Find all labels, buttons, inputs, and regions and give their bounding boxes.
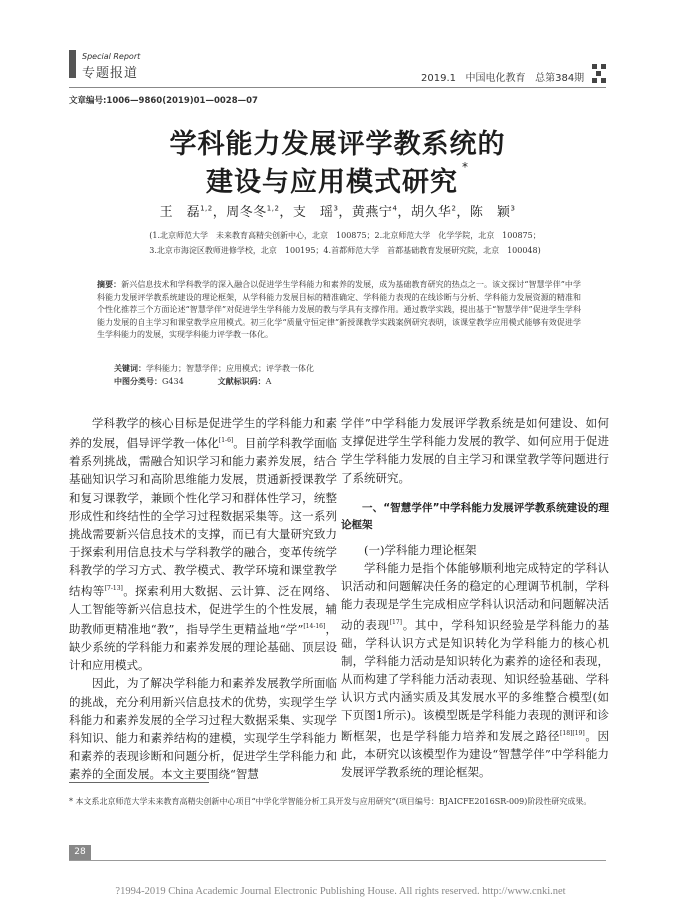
section-label-cn: 专题报道: [82, 66, 139, 81]
footnote-rule: [69, 782, 209, 783]
title-line-1: 学科能力发展评学教系统的: [169, 129, 506, 160]
author-sup: 4: [392, 204, 398, 213]
section-label-en: Special Report: [82, 52, 141, 61]
citation: [17]: [389, 618, 403, 626]
paragraph: 学伴”中学科能力发展评学教系统是如何建设、如何支撑促进学生学科能力发展的教学、如何应用于促进学生学科能力发展的自主学习和课堂教学等问题进行了系统研究。: [341, 416, 609, 485]
author: 王 磊: [159, 205, 201, 220]
author-sup: 1,2: [266, 204, 280, 213]
total-issue: 总第384期: [535, 73, 585, 84]
keywords-label: 关键词：: [114, 364, 146, 373]
doc-code-value: A: [265, 377, 272, 386]
subsection-heading: (一)学科能力理论框架: [364, 542, 477, 557]
clc-label: 中图分类号：: [114, 377, 162, 386]
title-line-2: [69, 160, 606, 199]
clc-value: G434: [162, 377, 184, 386]
text-run: ，缺少系统的学科能力和素养发展的理论基础、顶层设计和应用模式。: [69, 621, 338, 673]
author: 周冬冬: [226, 205, 267, 220]
keywords: [114, 363, 314, 374]
citation: [7-13]: [104, 584, 123, 592]
author: 黄燕宁: [351, 205, 393, 220]
abstract-label: 摘要：: [97, 280, 122, 289]
author: 陈 颖: [469, 205, 511, 220]
abstract: [97, 279, 581, 342]
author-sup: 3: [510, 204, 516, 213]
copyright-notice: ?1994-2019 China Academic Journal Electronic Publishing House. All rights reserved. http://www.cnki.net: [115, 886, 566, 897]
page-number: 28: [69, 845, 91, 860]
citation: [18][19]: [560, 729, 585, 737]
citation: [14-16]: [303, 622, 326, 630]
header-rule: [69, 87, 606, 88]
checker-ornament: [592, 64, 606, 84]
classification: [114, 376, 271, 387]
doc-code-label: 文献标识码：: [217, 377, 266, 386]
section-marker-bar: [69, 50, 76, 78]
paragraph: [341, 559, 609, 781]
abstract-text: 新兴信息技术和学科教学的深入融合以促进学生学科能力和素养的发展，成为基础教育研究的热点之一。该文探讨“智慧学伴”中学科能力发展评学教系统建设的理论框架，从学科能力发展目标的精准确定、学科能力表现的在线诊断与分析、学科能力发展资源的精准和个性化推荐三个方面论述“智慧学伴”对促进学生学科能力发展的教与学具有支撑作用。通过教学实践，提出基于“智慧学伴”促进学生学科能力发展的自主学习和课堂教学应用模式。初三化学“质量守恒定律”新授课教学实践案例研究表明，该课堂教学应用模式能够有效促进学生学科能力的发展，实现学科能力评学教一体化。: [97, 280, 581, 340]
issue: 2019.1: [421, 73, 456, 84]
paragraph: [69, 414, 337, 674]
title-footnote-mark: *: [462, 160, 469, 174]
journal-name: 中国电化教育: [465, 73, 526, 84]
title-text: 建设与应用模式研究: [206, 167, 458, 198]
journal-info: [421, 69, 584, 84]
text-run: 学科教学的核心目标是促进学生的学科能力和素养的发展，倡导评学教一体化: [69, 416, 337, 451]
author-sup: 3: [333, 204, 339, 213]
text-run: 。其中，学科知识经验是学科能力的基础，学科认识方式是知识转化为学科能力的核心机制，学科能力活动是知识转化为素养的途径和表现，从而构建了学科能力活动表现、知识经验基础、学科认识方式内涵实质及其发展水平的多维整合模型(如下页图1所示)。该模型既是学科能力表现的测评和诊断框架，也是学科能力培养和发展之路径: [341, 617, 610, 743]
author: 胡久华: [410, 205, 452, 220]
footer-rule: [69, 860, 606, 861]
section-heading: 一、“智慧学伴”中学科能力发展评学教系统建设的理论框架: [341, 501, 609, 531]
footnote: * 本文系北京师范大学未来教育高精尖创新中心项目“中学化学智能分析工具开发与应用研究”(项目编号：BJAICFE2016SR-009)阶段性研究成果。: [69, 797, 592, 806]
affiliation-line-2: 3.北京市海淀区教师进修学校，北京 100195；4.首都师范大学 首都基础教育发展研究院，北京 100048): [149, 246, 541, 255]
author-sup: 1,2: [200, 204, 213, 213]
affiliation-line-1: (1.北京师范大学 未来教育高精尖创新中心，北京 100875；2.北京师范大学 化学学院，北京 100875；: [149, 231, 541, 240]
text-run: 。因此，本研究以该模型作为建设“智慧学伴”中学科能力发展评学教系统的理论框架。: [341, 728, 610, 779]
author-list: 王 磊$^{1,2}$，周冬冬$^{1,2}$，支 瑶$^3$，黄燕宁$^4$，胡久华$^2$，陈 颖$^3$: [159, 204, 516, 220]
article-number: 文章编号:1006—9860(2019)01—0028—07: [69, 96, 258, 106]
body-column-left: [69, 414, 337, 784]
text-run: 。探索利用大数据、云计算、泛在网络、人工智能等新兴信息技术，促进学生的个性发展，辅助教师更精准地“教”，指导学生更精益地“学”: [69, 583, 338, 636]
text-run: 。目前学科教学面临着系列挑战，需融合知识学习和能力素养发展，结合基础知识学习和高阶思维能力发展，贯通新授课教学和复习课教学，兼顾个性化学习和群体性学习，统整形成性和终结性的全学习过程数据采集等。这一系列挑战需要新兴信息技术的支撑，而已有大量研究致力于探索利用信息技术与学科教学的融合，变革传统学科教学的学习方式、教学模式、教学环境和课堂教学结构等: [69, 436, 338, 598]
keywords-text: 学科能力；智慧学伴；应用模式；评学教一体化: [146, 364, 314, 373]
citation: [1-6]: [218, 437, 234, 445]
text-run: 学科能力是指个体能够顺利地完成特定的学科认识活动和问题解决任务的稳定的心理调节机制，学科能力表现是学生完成相应学科认识活动和问题解决活动的表现: [341, 561, 609, 632]
body-column-right: [341, 414, 609, 781]
author: 支 瑶: [292, 205, 334, 220]
paragraph: 因此，为了解决学科能力和素养发展教学所面临的挑战，充分利用新兴信息技术的优势，实现学生学科能力和素养发展的全学习过程大数据采集、实现学科知识、能力和素养结构的建模，实现学生学科能力和素养的表现诊断和问题分析，促进学生学科能力和素养的全面发展。本文主要围绕“智慧: [69, 676, 337, 782]
author-sup: 2: [451, 204, 457, 213]
